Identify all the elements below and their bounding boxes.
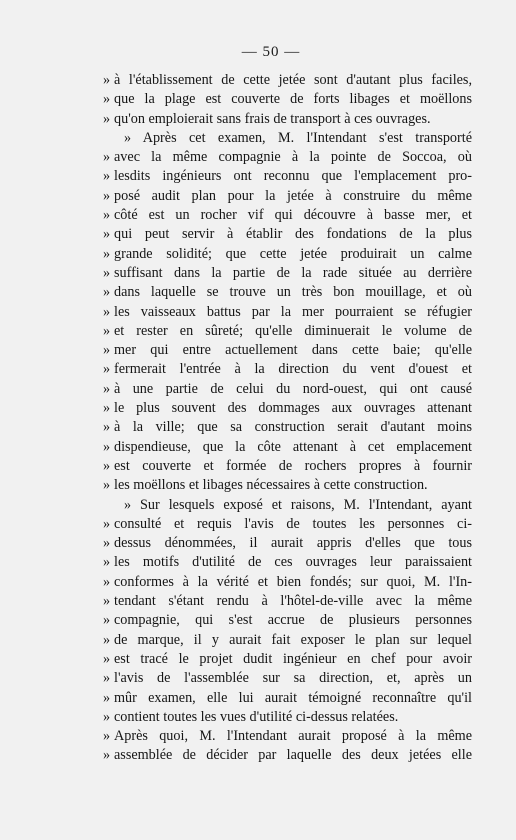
line-text: consulté et requis l'avis de toutes les personnes ci- bbox=[114, 515, 472, 532]
line-text: mûr examen, elle lui aurait témoigné reconnaître qu'il bbox=[114, 689, 472, 706]
quote-mark: » bbox=[103, 573, 111, 590]
quote-mark: » bbox=[103, 168, 111, 185]
text-line bbox=[114, 129, 472, 148]
text-line bbox=[103, 476, 472, 495]
line-text: lesdits ingénieurs ont reconnu que l'emplacement pro- bbox=[114, 168, 472, 185]
text-line bbox=[103, 689, 472, 708]
quote-mark: » bbox=[103, 477, 111, 494]
line-text: suffisant dans la partie de la rade située au derrière bbox=[114, 264, 472, 281]
text-line bbox=[103, 418, 472, 437]
line-text: les motifs d'utilité de ces ouvrages leur paraissaient bbox=[114, 554, 472, 571]
quote-mark: » bbox=[103, 361, 111, 378]
text-line bbox=[103, 438, 472, 457]
line-text: dessus dénommées, il aurait appris d'elles que tous bbox=[114, 535, 472, 552]
quote-mark: » bbox=[103, 457, 111, 474]
quote-mark: » bbox=[103, 612, 111, 629]
text-line bbox=[103, 303, 472, 322]
line-text: compagnie, qui s'est accrue de plusieurs personnes bbox=[114, 612, 472, 629]
line-text: est tracé le projet dudit ingénieur en chef pour avoir bbox=[114, 650, 472, 667]
page-number: — 50 — bbox=[241, 44, 301, 60]
text-line bbox=[103, 283, 472, 302]
line-text: à la ville; que sa construction serait d'autant moins bbox=[114, 419, 472, 436]
quote-mark: » bbox=[103, 226, 111, 243]
quote-mark: » bbox=[103, 554, 111, 571]
text-line bbox=[103, 457, 472, 476]
text-line bbox=[103, 187, 472, 206]
text-line bbox=[103, 553, 472, 572]
line-text: » Après cet examen, M. l'Intendant s'est transporté bbox=[124, 129, 472, 146]
line-text: Après quoi, M. l'Intendant aurait proposé à la même bbox=[114, 728, 472, 745]
text-line bbox=[103, 534, 472, 553]
line-text: de marque, il y aurait fait exposer le plan sur lequel bbox=[114, 631, 472, 648]
text-line bbox=[114, 496, 472, 515]
line-text: les vaisseaux battus par la mer pourraient se réfugier bbox=[114, 303, 472, 320]
quote-mark: » bbox=[103, 438, 111, 455]
quote-mark: » bbox=[103, 303, 111, 320]
quote-mark: » bbox=[103, 149, 111, 166]
line-text: et rester en sûreté; qu'elle diminuerait le volume de bbox=[114, 322, 472, 339]
line-text: les moëllons et libages nécessaires à cette construction. bbox=[114, 477, 428, 494]
text-line bbox=[103, 746, 472, 765]
text-line bbox=[103, 708, 472, 727]
line-text: le plus souvent des dommages aux ouvrages attenant bbox=[114, 400, 472, 417]
line-text: à une partie de celui du nord-ouest, qui ont causé bbox=[114, 380, 472, 397]
text-line bbox=[103, 631, 472, 650]
quote-mark: » bbox=[103, 593, 111, 610]
quote-mark: » bbox=[103, 650, 111, 667]
text-line bbox=[103, 515, 472, 534]
line-text: qu'on emploierait sans frais de transport à ces ouvrages. bbox=[114, 110, 431, 127]
text-line bbox=[103, 360, 472, 379]
line-text: assemblée de décider par laquelle des deux jetées elle bbox=[114, 747, 472, 764]
line-text: tendant s'étant rendu à l'hôtel-de-ville avec la même bbox=[114, 593, 472, 610]
text-line bbox=[103, 225, 472, 244]
quote-mark: » bbox=[103, 747, 111, 764]
quote-mark: » bbox=[103, 245, 111, 262]
line-text: avec la même compagnie à la pointe de Soccoa, où bbox=[114, 149, 472, 166]
text-line bbox=[103, 611, 472, 630]
quote-mark: » bbox=[103, 631, 111, 648]
text-line bbox=[103, 110, 472, 129]
quote-mark: » bbox=[103, 400, 111, 417]
line-text: fermerait l'entrée à la direction du vent d'ouest et bbox=[114, 361, 472, 378]
quote-mark: » bbox=[103, 91, 111, 108]
line-text: dispendieuse, que la côte attenant à cet emplacement bbox=[114, 438, 472, 455]
line-text: grande solidité; que cette jetée produirait un calme bbox=[114, 245, 472, 262]
line-text: qui peut servir à établir des fondations de la plus bbox=[114, 226, 472, 243]
line-text: conformes à la vérité et bien fondés; sur quoi, M. l'In- bbox=[114, 573, 472, 590]
text-line bbox=[103, 245, 472, 264]
body-text bbox=[103, 71, 472, 766]
text-line bbox=[103, 148, 472, 167]
line-text: mer qui entre actuellement dans cette baie; qu'elle bbox=[114, 342, 472, 359]
text-line bbox=[103, 71, 472, 90]
line-text: est couverte et formée de rochers propres à fournir bbox=[114, 457, 472, 474]
line-text: dans laquelle se trouve un très bon mouillage, et où bbox=[114, 284, 472, 301]
text-line bbox=[103, 167, 472, 186]
quote-mark: » bbox=[103, 728, 111, 745]
line-text: que la plage est couverte de forts libages et moëllons bbox=[114, 91, 472, 108]
text-line bbox=[103, 90, 472, 109]
quote-mark: » bbox=[103, 72, 111, 88]
text-line bbox=[103, 264, 472, 283]
text-line bbox=[103, 650, 472, 669]
quote-mark: » bbox=[103, 670, 111, 687]
line-text: côté est un rocher vif qui découvre à basse mer, et bbox=[114, 207, 472, 224]
quote-mark: » bbox=[103, 342, 111, 359]
quote-mark: » bbox=[103, 322, 111, 339]
quote-mark: » bbox=[103, 535, 111, 552]
line-text: l'avis de l'assemblée sur sa direction, et, après un bbox=[114, 670, 472, 687]
text-line bbox=[103, 573, 472, 592]
text-line bbox=[103, 592, 472, 611]
text-line bbox=[103, 669, 472, 688]
text-line bbox=[103, 727, 472, 746]
quote-mark: » bbox=[103, 284, 111, 301]
quote-mark: » bbox=[103, 264, 111, 281]
quote-mark: » bbox=[103, 689, 111, 706]
quote-mark: » bbox=[103, 110, 111, 127]
line-text: à l'établissement de cette jetée sont d'autant plus faciles, bbox=[114, 72, 472, 88]
text-line bbox=[103, 341, 472, 360]
text-line bbox=[103, 206, 472, 225]
quote-mark: » bbox=[103, 187, 111, 204]
quote-mark: » bbox=[103, 515, 111, 532]
quote-mark: » bbox=[103, 708, 111, 725]
quote-mark: » bbox=[103, 380, 111, 397]
text-line bbox=[103, 380, 472, 399]
text-line bbox=[103, 399, 472, 418]
quote-mark: » bbox=[103, 207, 111, 224]
line-text: contient toutes les vues d'utilité ci-dessus relatées. bbox=[114, 708, 399, 725]
line-text: posé audit plan pour la jetée à construire du même bbox=[114, 187, 472, 204]
text-line bbox=[103, 322, 472, 341]
quote-mark: » bbox=[103, 419, 111, 436]
line-text: » Sur lesquels exposé et raisons, M. l'Intendant, ayant bbox=[124, 496, 472, 513]
